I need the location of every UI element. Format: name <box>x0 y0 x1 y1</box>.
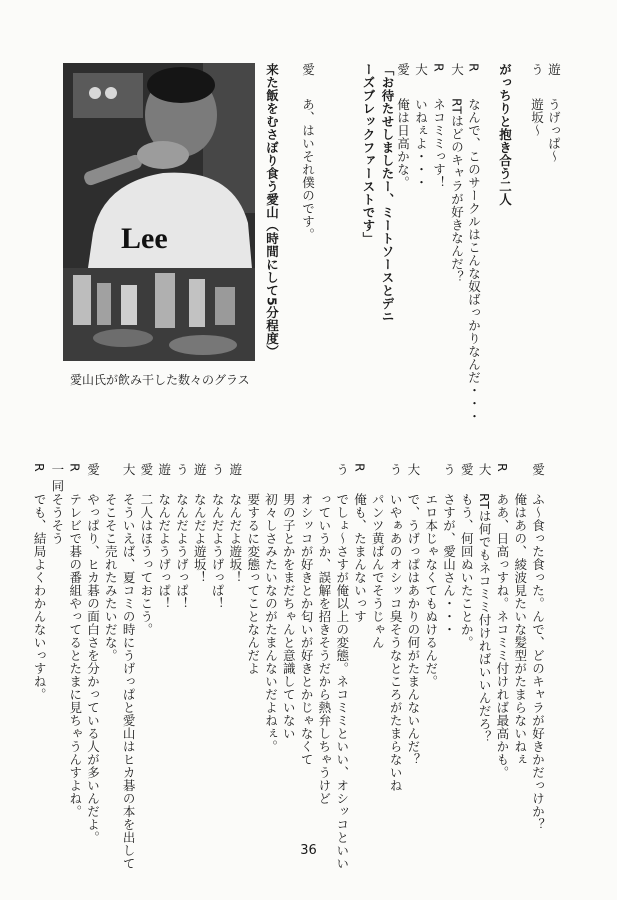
speaker: う <box>529 63 545 76</box>
speaker: R <box>32 463 48 473</box>
dialogue-line: もう、何回ぬいたことか。 <box>459 493 475 649</box>
photo-image <box>63 63 255 361</box>
speaker: 大 <box>477 463 493 476</box>
dialogue-line: 俺は日高かな。 <box>395 98 411 189</box>
dialogue-line: そうそう <box>49 493 65 545</box>
photo <box>63 63 255 361</box>
speaker: 愛 <box>85 463 101 476</box>
dialogue-line: で、うげっぱはあかりの何がたまんないんだ？ <box>405 493 421 766</box>
speaker: 遊 <box>192 463 208 476</box>
dialogue-line: 俺も、たまんないっす <box>352 493 368 623</box>
speaker: 愛 <box>138 463 154 476</box>
photo-headline: 来た飯をむさぼり食う愛山（時間にして5分程度） <box>264 63 280 359</box>
speaker: 愛 <box>530 463 546 476</box>
speaker: R <box>466 63 482 73</box>
speaker: 愛 <box>459 463 475 476</box>
dialogue-line: なんだようげっぱ！ <box>174 493 190 610</box>
speaker: 大 <box>405 463 421 476</box>
dialogue-line: 初々しさみたいなのがたまんないだよねぇ。 <box>263 493 279 753</box>
dialogue-line: でも、結局よくわかんないっすね。 <box>32 493 48 701</box>
speaker: 遊 <box>227 463 243 476</box>
speaker: う <box>441 463 457 476</box>
dialogue-line: さすが、愛山さん・・・ <box>441 493 457 636</box>
speaker: う <box>210 463 226 476</box>
dialogue-line: エロ本じゃなくてもぬけるんだ。 <box>423 493 439 688</box>
speaker: 愛 <box>300 63 316 76</box>
speaker: R <box>494 463 510 473</box>
dialogue-line: オシッコが好きとか匂いが好きとかじゃなくて <box>299 493 315 766</box>
speaker: 大 <box>413 63 429 76</box>
dialogue-line: なんだよ遊坂！ <box>192 493 208 584</box>
speaker: R <box>352 463 368 473</box>
dialogue-line: 男の子とかをまだちゃんと意識していない <box>281 493 297 740</box>
announcement: 「お待たせしましたー、ミートソースとデニーズブレックファーストです」 <box>361 63 395 323</box>
dialogue-line: そこそこ売れたみたいだな。 <box>103 493 119 662</box>
photo-caption: 愛山氏が飲み干した数々のグラス <box>70 373 250 387</box>
shirt-logo: Lee <box>121 222 168 255</box>
dialogue-line: なんだよ遊坂！ <box>227 493 243 584</box>
speaker: 一同 <box>49 463 65 496</box>
stage-direction: がっちりと抱き合う二人 <box>497 63 513 206</box>
speaker: う <box>174 463 190 476</box>
speaker: R <box>67 463 83 473</box>
speaker: 愛 <box>395 63 411 76</box>
dialogue-line: 俺はあの、綾波見たいな髪型がたまらないねぇ <box>512 493 528 766</box>
dialogue-line: なんで、このサークルはこんな奴ばっかりなんだ・・・ <box>466 98 482 423</box>
dialogue-line: っていうか、誤解を招きそうだから熱弁しちゃうけど <box>316 493 332 805</box>
speaker: う <box>334 463 350 476</box>
dialogue-line: なんだようげっぱ！ <box>156 493 172 610</box>
dialogue-line: ふ～食った食った。んで、どのキャラが好きかだっけか？ <box>530 493 546 831</box>
dialogue-line: なんだようげっぱ！ <box>210 493 226 610</box>
dialogue-line: うげっぱ～ <box>546 98 562 163</box>
dialogue-line: でしょ～さすが俺以上の変態。ネコミミといい、オシッコといい <box>334 493 350 870</box>
speaker: R <box>431 63 447 73</box>
dialogue-line: いねぇよ・・・ <box>413 98 429 189</box>
page-number: 36 <box>300 843 317 858</box>
dialogue-line: ネコミミっす！ <box>431 98 447 189</box>
dialogue-line: 遊坂～ <box>529 98 545 137</box>
dialogue-line: 要するに変態ってことなんだよ <box>245 493 261 675</box>
dialogue-line: いやぁあのオシッコ臭そうなところがたまらないね <box>388 493 404 792</box>
speaker: 遊 <box>546 63 562 76</box>
dialogue-line: あ、はいそれ僕のです。 <box>300 98 316 241</box>
dialogue-line: やっぱり、ヒカ碁の面白さを分かっている人が多いんだよ。 <box>85 493 101 844</box>
dialogue-line: パンツ黄ばんでそうじゃん <box>370 493 386 649</box>
dialogue-line: RTは何でもネコミミ付ければいいんだろ？ <box>477 493 493 744</box>
dialogue-line: ああ、日高っすね。ネコミミ付ければ最高かも。 <box>494 493 510 779</box>
speaker: 大 <box>121 463 137 476</box>
dialogue-line: 二人はほうっておこう。 <box>138 493 154 636</box>
dialogue-line: RTはどのキャラが好きなんだ？ <box>449 98 465 284</box>
dialogue-line: そういえば、夏コミの時にうげっぱと愛山はヒカ碁の本を出して <box>121 493 137 870</box>
dialogue-line: テレビで碁の番組やってるとたまに見ちゃうんすよね。 <box>67 493 83 818</box>
speaker: う <box>388 463 404 476</box>
speaker: 遊 <box>156 463 172 476</box>
speaker: 大 <box>449 63 465 76</box>
